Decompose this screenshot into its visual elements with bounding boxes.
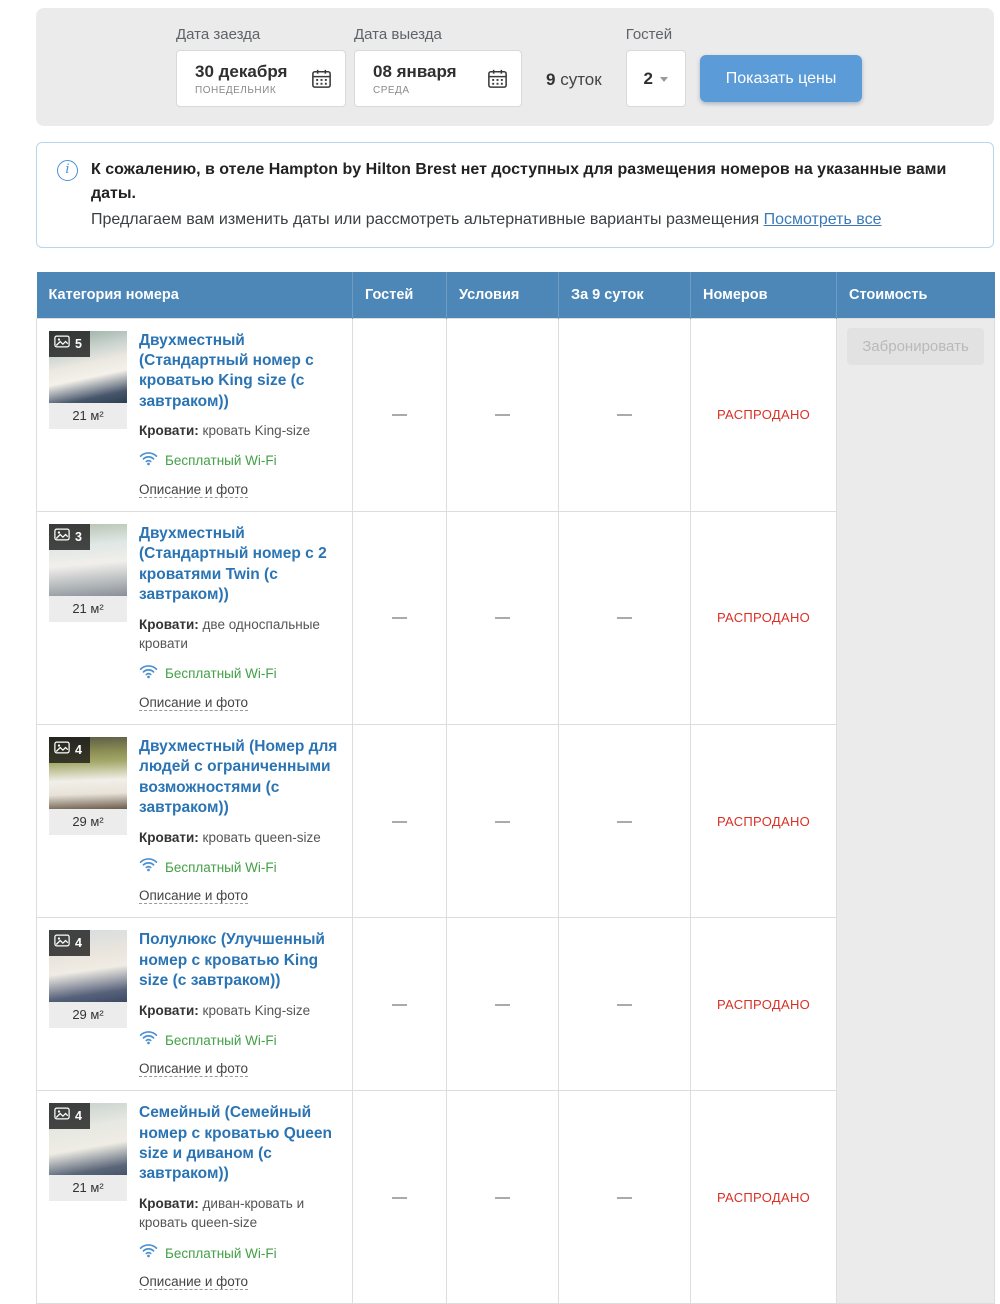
calendar-icon[interactable] — [310, 67, 333, 90]
room-title-link[interactable]: Двухместный (Стандартный номер с кроватью King size (с завтраком)) — [139, 331, 314, 410]
wifi-line — [139, 1243, 340, 1263]
room-photo[interactable] — [49, 331, 127, 403]
per-stay-cell: — — [559, 511, 691, 724]
conditions-cell: — — [447, 318, 559, 511]
beds-label: Кровати: — [139, 423, 199, 439]
notice-text: Предлагаем вам изменить даты или рассмотреть альтернативные варианты размещения Посмотреть все — [91, 211, 882, 228]
guests-cell: — — [353, 1091, 447, 1304]
guests-value: 2 — [643, 68, 653, 88]
checkout-label: Дата выезда — [354, 26, 442, 43]
checkout-weekday: СРЕДА — [373, 84, 410, 96]
guests-cell: — — [353, 511, 447, 724]
room-photo[interactable] — [49, 737, 127, 809]
room-photo[interactable] — [49, 930, 127, 1002]
photos-icon — [54, 741, 70, 759]
book-button[interactable]: Забронировать — [847, 328, 984, 365]
beds-value: кровать queen-size — [202, 829, 321, 845]
checkin-field[interactable] — [176, 50, 346, 107]
photo-count-badge — [49, 524, 90, 550]
beds-label: Кровати: — [139, 829, 199, 845]
wifi-label: Бесплатный Wi-Fi — [165, 859, 277, 875]
beds-label: Кровати: — [139, 1195, 199, 1211]
wifi-line — [139, 1030, 340, 1050]
room-title-link[interactable]: Двухместный (Номер для людей с ограниченными возможностями (с завтраком)) — [139, 737, 338, 817]
wifi-line — [139, 451, 340, 471]
availability-status: РАСПРОДАНО — [691, 511, 837, 724]
booking-search-form — [36, 8, 994, 126]
wifi-icon — [139, 857, 158, 877]
photo-count-badge — [49, 331, 90, 357]
col-header-category: Категория номера — [37, 272, 353, 318]
checkin-value: 30 декабря — [195, 61, 288, 81]
room-details-link[interactable]: Описание и фото — [139, 888, 249, 904]
wifi-icon — [139, 451, 158, 471]
no-availability-notice — [36, 142, 994, 248]
beds-line — [139, 828, 340, 848]
room-title-link[interactable]: Двухместный (Стандартный номер с 2 кроватями Twin (с завтраком)) — [139, 524, 327, 604]
guests-cell: — — [353, 918, 447, 1091]
beds-value: кровать King-size — [202, 423, 311, 439]
col-header-conditions: Условия — [447, 272, 559, 318]
photos-icon — [54, 934, 70, 952]
checkout-value: 08 января — [373, 61, 457, 81]
photo-count: 4 — [75, 1109, 82, 1124]
per-stay-cell: — — [559, 1091, 691, 1304]
col-header-rooms: Номеров — [691, 272, 837, 318]
wifi-icon — [139, 664, 158, 684]
photo-count: 4 — [75, 742, 82, 757]
checkout-field[interactable] — [354, 50, 522, 107]
col-header-guests: Гостей — [353, 272, 447, 318]
wifi-label: Бесплатный Wi-Fi — [165, 453, 277, 469]
wifi-label: Бесплатный Wi-Fi — [165, 1032, 277, 1048]
room-details-link[interactable]: Описание и фото — [139, 1061, 249, 1077]
room-details-link[interactable]: Описание и фото — [139, 1274, 249, 1290]
wifi-label: Бесплатный Wi-Fi — [165, 666, 277, 682]
conditions-cell: — — [447, 1091, 559, 1304]
conditions-cell: — — [447, 511, 559, 724]
checkin-weekday: ПОНЕДЕЛЬНИК — [195, 84, 277, 96]
photo-count: 3 — [75, 529, 82, 544]
room-thumbnail[interactable] — [49, 524, 127, 712]
checkin-label: Дата заезда — [176, 26, 261, 43]
room-thumbnail[interactable] — [49, 737, 127, 905]
room-title-link[interactable]: Семейный (Семейный номер с кроватью Queen size и диваном (с завтраком)) — [139, 1104, 332, 1183]
room-photo[interactable] — [49, 524, 127, 596]
notice-headline: К сожалению, в отеле Hampton by Hilton Brest нет доступных для размещения номеров на указанные вами даты. — [91, 161, 947, 202]
room-thumbnail[interactable] — [49, 331, 127, 499]
photo-count-badge — [49, 1103, 90, 1129]
photo-count: 4 — [75, 936, 82, 951]
beds-label: Кровати: — [139, 616, 199, 632]
beds-label: Кровати: — [139, 1002, 199, 1018]
photos-icon — [54, 528, 70, 546]
availability-status: РАСПРОДАНО — [691, 724, 837, 917]
room-photo[interactable] — [49, 1103, 127, 1175]
per-stay-cell: — — [559, 724, 691, 917]
wifi-line — [139, 664, 340, 684]
availability-status: РАСПРОДАНО — [691, 918, 837, 1091]
photo-count: 5 — [75, 336, 82, 351]
room-area: 29 м² — [49, 1002, 127, 1028]
photo-count-badge — [49, 930, 90, 956]
per-stay-cell: — — [559, 918, 691, 1091]
room-details-link[interactable]: Описание и фото — [139, 481, 249, 497]
wifi-line — [139, 857, 340, 877]
calendar-icon[interactable] — [486, 67, 509, 90]
beds-value: две односпальные кровати — [139, 616, 320, 652]
col-header-price: Стоимость — [837, 272, 995, 318]
guests-select[interactable] — [626, 50, 686, 107]
room-details-link[interactable]: Описание и фото — [139, 694, 249, 710]
info-icon: i — [57, 160, 78, 181]
room-title-link[interactable]: Полулюкс (Улучшенный номер с кроватью King size (с завтраком)) — [139, 931, 325, 990]
chevron-down-icon — [660, 77, 668, 82]
room-thumbnail[interactable] — [49, 930, 127, 1078]
rooms-table — [36, 272, 995, 1304]
guests-cell: — — [353, 318, 447, 511]
beds-line — [139, 1194, 340, 1233]
availability-status: РАСПРОДАНО — [691, 1091, 837, 1304]
col-header-per-stay: За 9 суток — [559, 272, 691, 318]
guests-label: Гостей — [625, 26, 673, 43]
availability-status: РАСПРОДАНО — [691, 318, 837, 511]
checkin-group — [176, 26, 346, 107]
photo-count-badge — [49, 737, 90, 763]
beds-line — [139, 615, 340, 654]
conditions-cell: — — [447, 918, 559, 1091]
room-area: 21 м² — [49, 403, 127, 429]
nights-count: 9 суток — [546, 70, 602, 89]
wifi-label: Бесплатный Wi-Fi — [165, 1245, 277, 1261]
show-prices-button[interactable]: Показать цены — [700, 55, 863, 102]
guests-group — [626, 26, 686, 107]
photos-icon — [54, 1107, 70, 1125]
room-area: 29 м² — [49, 809, 127, 835]
wifi-icon — [139, 1030, 158, 1050]
photos-icon — [54, 335, 70, 353]
beds-value: диван-кровать и кровать queen-size — [139, 1195, 305, 1231]
beds-line — [139, 421, 340, 441]
guests-cell: — — [353, 724, 447, 917]
beds-line — [139, 1001, 340, 1021]
room-area: 21 м² — [49, 1175, 127, 1201]
price-column — [837, 318, 995, 1304]
room-area: 21 м² — [49, 596, 127, 622]
table-row — [37, 318, 995, 511]
room-thumbnail[interactable] — [49, 1103, 127, 1291]
wifi-icon — [139, 1243, 158, 1263]
table-header-row — [37, 272, 995, 318]
beds-value: кровать King-size — [202, 1002, 311, 1018]
checkout-group — [354, 26, 522, 107]
conditions-cell: — — [447, 724, 559, 917]
per-stay-cell: — — [559, 318, 691, 511]
see-all-link[interactable]: Посмотреть все — [763, 211, 882, 228]
